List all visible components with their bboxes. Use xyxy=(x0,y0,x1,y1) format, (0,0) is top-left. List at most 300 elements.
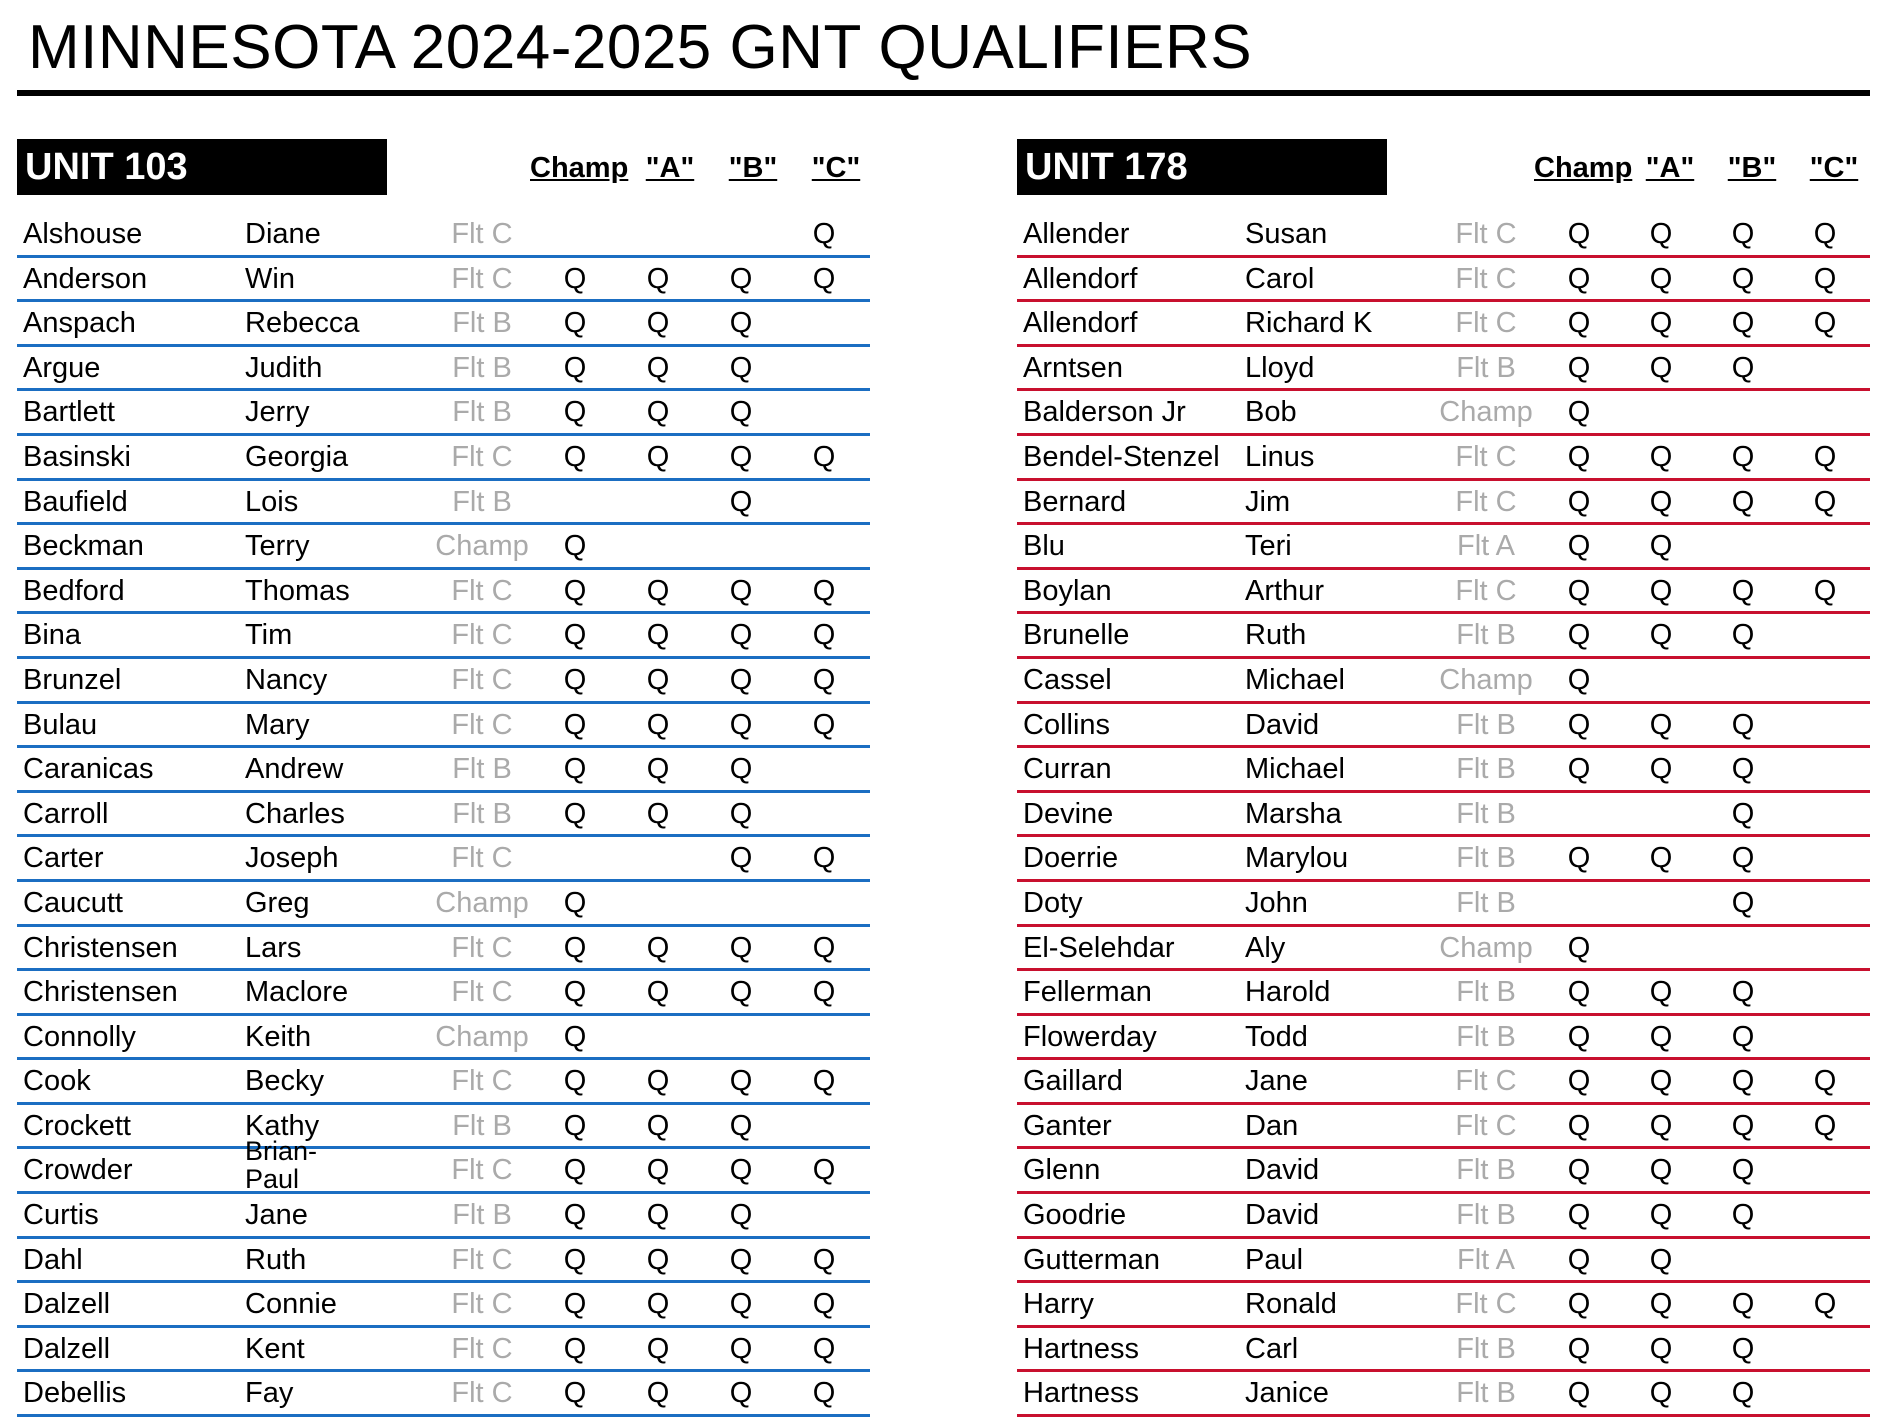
qualifier-a: Q xyxy=(1649,1154,1673,1187)
last-name: Allender xyxy=(1023,218,1130,250)
first-name: Mary xyxy=(245,708,310,741)
last-name: Bedford xyxy=(23,574,125,607)
qualifier-c: Q xyxy=(812,1154,836,1187)
flight-label: Flt B xyxy=(1456,1199,1516,1232)
unit-103-table xyxy=(17,139,870,1417)
qualifier-a: Q xyxy=(1649,708,1673,741)
table-row xyxy=(17,971,870,1016)
qualifier-b: Q xyxy=(729,351,753,384)
first-name: David xyxy=(1245,1199,1320,1232)
last-name: Curtis xyxy=(23,1199,99,1232)
qualifier-b: Q xyxy=(1731,440,1755,473)
flight-label: Champ xyxy=(435,530,529,563)
flight-label: Flt B xyxy=(1456,351,1516,384)
last-name: Bulau xyxy=(23,708,98,741)
flight-label: Flt B xyxy=(1456,1377,1516,1410)
qualifier-champ: Q xyxy=(563,307,587,340)
flight-label: Flt C xyxy=(1455,485,1517,518)
qualifier-champ: Q xyxy=(1567,1199,1591,1232)
table-row xyxy=(17,793,870,838)
flight-label: Flt A xyxy=(1456,530,1515,563)
flight-label: Champ xyxy=(1439,931,1533,964)
table-row xyxy=(1017,302,1870,347)
first-name: Harold xyxy=(1245,976,1331,1009)
first-name: Janice xyxy=(1245,1377,1329,1410)
last-name: Collins xyxy=(1023,708,1111,741)
last-name: Boylan xyxy=(1023,574,1112,607)
qualifier-champ: Q xyxy=(1567,1332,1591,1365)
qualifier-c: Q xyxy=(812,1332,836,1365)
qualifier-champ: Q xyxy=(563,1154,587,1187)
qualifier-b: Q xyxy=(1731,797,1755,830)
flight-label: Flt B xyxy=(1456,708,1516,741)
table-row xyxy=(1017,213,1870,258)
qualifier-champ: Q xyxy=(1567,663,1591,696)
qualifier-a: Q xyxy=(646,1109,670,1142)
first-name: Kent xyxy=(245,1332,305,1365)
qualifier-a: Q xyxy=(646,753,670,786)
table-row xyxy=(17,704,870,749)
flight-label: Flt B xyxy=(452,351,512,384)
qualifier-champ: Q xyxy=(1567,1065,1591,1098)
qualifier-a: Q xyxy=(646,1199,670,1232)
table-row xyxy=(1017,659,1870,704)
qualifier-a: Q xyxy=(1649,440,1673,473)
qualifier-champ: Q xyxy=(1567,1243,1591,1276)
first-name: Tim xyxy=(245,619,293,652)
flight-label: Flt B xyxy=(1456,1154,1516,1187)
flight-label: Flt B xyxy=(1456,619,1516,652)
qualifier-c: Q xyxy=(812,262,836,295)
last-name: Bendel-Stenzel xyxy=(1023,440,1220,473)
flight-label: Flt C xyxy=(1455,1065,1517,1098)
qualifier-b: Q xyxy=(729,797,753,830)
unit-rows xyxy=(17,213,870,1417)
flight-label: Flt C xyxy=(451,1377,513,1410)
qualifier-champ: Q xyxy=(563,574,587,607)
table-row xyxy=(1017,704,1870,749)
qualifier-champ: Q xyxy=(1567,1020,1591,1053)
last-name: Ganter xyxy=(1023,1109,1112,1142)
first-name: Carl xyxy=(1245,1332,1299,1365)
first-name: Jim xyxy=(1245,485,1291,518)
qualifier-a: Q xyxy=(1649,1377,1673,1410)
unit-rows xyxy=(1017,213,1870,1417)
last-name: Gaillard xyxy=(1023,1065,1123,1098)
qualifier-a: Q xyxy=(646,1243,670,1276)
table-row xyxy=(1017,748,1870,793)
table-row xyxy=(17,347,870,392)
last-name: Glenn xyxy=(1023,1154,1101,1187)
column-header-champ: Champ xyxy=(1534,152,1633,184)
qualifier-c: Q xyxy=(1813,307,1837,340)
last-name: Basinski xyxy=(23,440,131,473)
qualifier-b: Q xyxy=(1731,753,1755,786)
flight-label: Flt C xyxy=(1455,218,1517,250)
qualifier-champ: Q xyxy=(563,351,587,384)
flight-label: Flt B xyxy=(1456,842,1516,875)
flight-label: Flt B xyxy=(452,307,512,340)
flight-label: Flt C xyxy=(451,574,513,607)
column-header-b: "B" xyxy=(1727,152,1777,184)
first-name: Fay xyxy=(245,1377,294,1410)
first-name: Connie xyxy=(245,1288,337,1321)
table-row xyxy=(17,748,870,793)
qualifier-a: Q xyxy=(646,396,670,429)
table-row xyxy=(1017,1328,1870,1373)
qualifier-a: Q xyxy=(646,931,670,964)
first-name: Todd xyxy=(1245,1020,1308,1053)
first-name: Ronald xyxy=(1245,1288,1337,1321)
flight-label: Flt B xyxy=(452,1109,512,1142)
table-row xyxy=(17,882,870,927)
qualifier-champ: Q xyxy=(563,976,587,1009)
qualifier-b: Q xyxy=(1731,619,1755,652)
qualifier-b: Q xyxy=(729,976,753,1009)
last-name: Bernard xyxy=(1023,485,1127,518)
first-name: Rebecca xyxy=(245,307,360,340)
flight-label: Flt C xyxy=(1455,307,1517,340)
flight-label: Flt C xyxy=(451,708,513,741)
first-name: David xyxy=(1245,708,1320,741)
unit-label: UNIT 103 xyxy=(17,139,387,195)
flight-label: Flt C xyxy=(451,976,513,1009)
qualifier-b: Q xyxy=(1731,1020,1755,1053)
flight-label: Flt C xyxy=(451,1065,513,1098)
qualifier-b: Q xyxy=(729,307,753,340)
flight-label: Flt B xyxy=(452,485,512,518)
first-name: Marsha xyxy=(1245,797,1342,830)
last-name: Allendorf xyxy=(1023,262,1138,295)
last-name: Debellis xyxy=(23,1377,127,1410)
flight-label: Flt B xyxy=(452,753,512,786)
first-name: Arthur xyxy=(1245,574,1324,607)
qualifier-c: Q xyxy=(812,708,836,741)
table-row xyxy=(17,927,870,972)
last-name: Cook xyxy=(23,1065,91,1098)
unit-header xyxy=(17,139,870,213)
last-name: Harry xyxy=(1023,1288,1094,1321)
qualifier-champ: Q xyxy=(563,440,587,473)
first-name: Michael xyxy=(1245,663,1345,696)
qualifier-c: Q xyxy=(812,440,836,473)
table-row xyxy=(1017,1016,1870,1061)
table-row xyxy=(1017,1372,1870,1417)
qualifier-champ: Q xyxy=(563,1377,587,1410)
qualifier-b: Q xyxy=(729,931,753,964)
first-name: Diane xyxy=(245,218,321,250)
first-name: John xyxy=(1245,886,1308,919)
qualifier-a: Q xyxy=(646,976,670,1009)
table-row xyxy=(17,1283,870,1328)
table-row xyxy=(17,302,870,347)
qualifier-b: Q xyxy=(729,1243,753,1276)
qualifier-champ: Q xyxy=(1567,485,1591,518)
first-name: Andrew xyxy=(245,753,344,786)
flight-label: Flt C xyxy=(1455,1288,1517,1321)
qualifier-a: Q xyxy=(646,797,670,830)
first-name: Carol xyxy=(1245,262,1315,295)
qualifier-c: Q xyxy=(1813,440,1837,473)
first-name-text: Brian-Paul xyxy=(245,1137,318,1194)
qualifier-champ: Q xyxy=(563,1109,587,1142)
qualifier-champ: Q xyxy=(563,708,587,741)
qualifier-c: Q xyxy=(812,574,836,607)
qualifier-a: Q xyxy=(646,1332,670,1365)
flight-label: Flt C xyxy=(1455,262,1517,295)
last-name: Christensen xyxy=(23,931,178,964)
qualifier-c: Q xyxy=(812,976,836,1009)
flight-label: Champ xyxy=(435,1020,529,1053)
qualifier-b: Q xyxy=(729,1154,753,1187)
table-row xyxy=(17,614,870,659)
table-row xyxy=(1017,927,1870,972)
qualifier-b: Q xyxy=(729,1332,753,1365)
flight-label: Flt C xyxy=(451,1154,513,1187)
first-name: Susan xyxy=(1245,218,1328,250)
qualifier-b: Q xyxy=(1731,1332,1755,1365)
qualifier-champ: Q xyxy=(1567,1288,1591,1321)
qualifier-a: Q xyxy=(646,307,670,340)
qualifier-b: Q xyxy=(1731,1065,1755,1098)
flight-label: Flt C xyxy=(1455,1109,1517,1142)
flight-label: Flt B xyxy=(1456,797,1516,830)
unit-header xyxy=(1017,139,1870,213)
table-row xyxy=(1017,1060,1870,1105)
qualifier-champ: Q xyxy=(563,797,587,830)
qualifier-c: Q xyxy=(812,1288,836,1321)
qualifier-b: Q xyxy=(1731,485,1755,518)
qualifier-a: Q xyxy=(1649,1065,1673,1098)
flight-label: Flt C xyxy=(451,931,513,964)
table-row xyxy=(1017,347,1870,392)
first-name: Keith xyxy=(245,1020,312,1053)
qualifier-champ: Q xyxy=(563,262,587,295)
last-name: Brunzel xyxy=(23,663,122,696)
table-row xyxy=(17,659,870,704)
first-name: Joseph xyxy=(245,842,339,875)
qualifier-champ: Q xyxy=(563,1243,587,1276)
qualifier-champ: Q xyxy=(1567,842,1591,875)
qualifier-a: Q xyxy=(646,262,670,295)
qualifier-b: Q xyxy=(1731,1288,1755,1321)
flight-label: Flt C xyxy=(451,663,513,696)
last-name: Crowder xyxy=(23,1154,133,1187)
qualifier-b: Q xyxy=(1731,842,1755,875)
qualifier-champ: Q xyxy=(1567,218,1591,250)
table-row xyxy=(17,1060,870,1105)
last-name: Caucutt xyxy=(23,886,123,919)
qualifier-a: Q xyxy=(646,1288,670,1321)
qualifier-b: Q xyxy=(1731,574,1755,607)
qualifier-c: Q xyxy=(812,1243,836,1276)
qualifier-c: Q xyxy=(1813,218,1837,250)
column-header-champ: Champ xyxy=(530,152,629,184)
table-row xyxy=(17,837,870,882)
qualifier-a: Q xyxy=(646,1377,670,1410)
last-name: Dalzell xyxy=(23,1332,111,1365)
qualifier-b: Q xyxy=(729,1109,753,1142)
qualifier-b: Q xyxy=(1731,1154,1755,1187)
first-name: Charles xyxy=(245,797,345,830)
flight-label: Champ xyxy=(1439,663,1533,696)
qualifier-c: Q xyxy=(1813,1065,1837,1098)
first-name: Lois xyxy=(245,485,299,518)
qualifier-c: Q xyxy=(812,218,836,250)
first-name: Jane xyxy=(1245,1065,1308,1098)
table-row xyxy=(17,1239,870,1284)
table-row xyxy=(1017,1239,1870,1284)
qualifier-c: Q xyxy=(1813,1288,1837,1321)
qualifier-a: Q xyxy=(1649,1109,1673,1142)
last-name: Anspach xyxy=(23,307,136,340)
flight-label: Flt B xyxy=(452,797,512,830)
qualifier-b: Q xyxy=(729,485,753,518)
qualifier-a: Q xyxy=(1649,753,1673,786)
table-row xyxy=(1017,971,1870,1016)
flight-label: Flt B xyxy=(1456,1020,1516,1053)
table-row xyxy=(17,570,870,615)
qualifier-champ: Q xyxy=(1567,619,1591,652)
qualifier-b: Q xyxy=(729,440,753,473)
qualifier-c: Q xyxy=(812,931,836,964)
qualifier-champ: Q xyxy=(1567,1377,1591,1410)
qualifier-b: Q xyxy=(1731,218,1755,250)
qualifier-champ: Q xyxy=(1567,574,1591,607)
flight-label: Flt B xyxy=(452,396,512,429)
last-name: Fellerman xyxy=(1023,976,1152,1009)
last-name: Balderson Jr xyxy=(1023,396,1186,429)
page-title: MINNESOTA 2024-2025 GNT QUALIFIERS xyxy=(28,13,1253,82)
qualifier-champ: Q xyxy=(1567,351,1591,384)
last-name: Carter xyxy=(23,842,104,875)
qualifier-b: Q xyxy=(1731,351,1755,384)
flight-label: Champ xyxy=(1439,396,1533,429)
qualifier-b: Q xyxy=(729,262,753,295)
qualifier-champ: Q xyxy=(563,1199,587,1232)
flight-label: Flt C xyxy=(451,440,513,473)
first-name: Lloyd xyxy=(1245,351,1315,384)
table-row xyxy=(1017,882,1870,927)
flight-label: Flt B xyxy=(1456,753,1516,786)
flight-label: Flt C xyxy=(451,1243,513,1276)
qualifier-b: Q xyxy=(729,619,753,652)
qualifier-c: Q xyxy=(812,1377,836,1410)
qualifier-champ: Q xyxy=(1567,931,1591,964)
first-name: Ruth xyxy=(1245,619,1307,652)
qualifier-champ: Q xyxy=(563,1065,587,1098)
first-name: Linus xyxy=(1245,440,1315,473)
qualifier-b: Q xyxy=(1731,1199,1755,1232)
qualifier-b: Q xyxy=(729,708,753,741)
qualifier-champ: Q xyxy=(1567,976,1591,1009)
table-row xyxy=(1017,614,1870,659)
first-name: Teri xyxy=(1245,530,1292,563)
flight-label: Flt B xyxy=(1456,886,1516,919)
flight-label: Flt C xyxy=(451,619,513,652)
last-name: Blu xyxy=(1023,530,1065,563)
last-name: Cassel xyxy=(1023,663,1112,696)
title-rule xyxy=(17,90,1870,96)
qualifier-c: Q xyxy=(1813,485,1837,518)
first-name xyxy=(245,1137,425,1194)
qualifier-a: Q xyxy=(1649,1020,1673,1053)
flight-label: Flt C xyxy=(451,1288,513,1321)
qualifier-a: Q xyxy=(1649,1332,1673,1365)
first-name: Ruth xyxy=(245,1243,307,1276)
first-name: Nancy xyxy=(245,663,328,696)
flight-label: Champ xyxy=(435,886,529,919)
first-name: Jane xyxy=(245,1199,308,1232)
table-row xyxy=(1017,525,1870,570)
qualifier-a: Q xyxy=(1649,976,1673,1009)
last-name: Argue xyxy=(23,351,101,384)
first-name: Greg xyxy=(245,886,310,919)
last-name: Devine xyxy=(1023,797,1114,830)
qualifier-champ: Q xyxy=(1567,307,1591,340)
last-name: Carroll xyxy=(23,797,109,830)
table-row xyxy=(1017,1149,1870,1194)
flight-label: Flt B xyxy=(1456,976,1516,1009)
table-row xyxy=(17,1372,870,1417)
qualifier-a: Q xyxy=(646,619,670,652)
qualifier-a: Q xyxy=(1649,262,1673,295)
last-name: Baufield xyxy=(23,485,128,518)
last-name: Goodrie xyxy=(1023,1199,1127,1232)
qualifier-b: Q xyxy=(1731,708,1755,741)
table-row xyxy=(1017,1283,1870,1328)
qualifier-a: Q xyxy=(646,440,670,473)
qualifier-c: Q xyxy=(1813,1109,1837,1142)
qualifier-champ: Q xyxy=(1567,1109,1591,1142)
qualifier-b: Q xyxy=(729,663,753,696)
first-name: Aly xyxy=(1245,931,1286,964)
qualifier-champ: Q xyxy=(563,1332,587,1365)
flight-label: Flt C xyxy=(451,218,513,250)
qualifier-c: Q xyxy=(812,663,836,696)
last-name: Gutterman xyxy=(1023,1243,1160,1276)
flight-label: Flt C xyxy=(1455,440,1517,473)
qualifier-a: Q xyxy=(1649,218,1673,250)
qualifier-b: Q xyxy=(729,753,753,786)
last-name: Anderson xyxy=(23,262,148,295)
qualifier-a: Q xyxy=(1649,485,1673,518)
last-name: Doty xyxy=(1023,886,1083,919)
last-name: Crockett xyxy=(23,1109,131,1142)
qualifier-c: Q xyxy=(1813,262,1837,295)
table-row xyxy=(1017,793,1870,838)
qualifier-champ: Q xyxy=(563,663,587,696)
first-name: Richard K xyxy=(1245,307,1373,340)
table-row xyxy=(17,1105,870,1150)
flight-label: Flt B xyxy=(452,1199,512,1232)
qualifier-a: Q xyxy=(1649,842,1673,875)
first-name: Win xyxy=(245,262,295,295)
first-name: Kathy xyxy=(245,1109,320,1142)
qualifier-b: Q xyxy=(1731,262,1755,295)
qualifier-champ: Q xyxy=(1567,262,1591,295)
last-name: Brunelle xyxy=(1023,619,1130,652)
last-name: Christensen xyxy=(23,976,178,1009)
qualifier-a: Q xyxy=(646,708,670,741)
last-name: Doerrie xyxy=(1023,842,1119,875)
qualifier-a: Q xyxy=(646,574,670,607)
flight-label: Flt B xyxy=(1456,1332,1516,1365)
table-row xyxy=(17,1328,870,1373)
qualifier-c: Q xyxy=(812,619,836,652)
last-name: Caranicas xyxy=(23,753,154,786)
qualifier-champ: Q xyxy=(1567,440,1591,473)
